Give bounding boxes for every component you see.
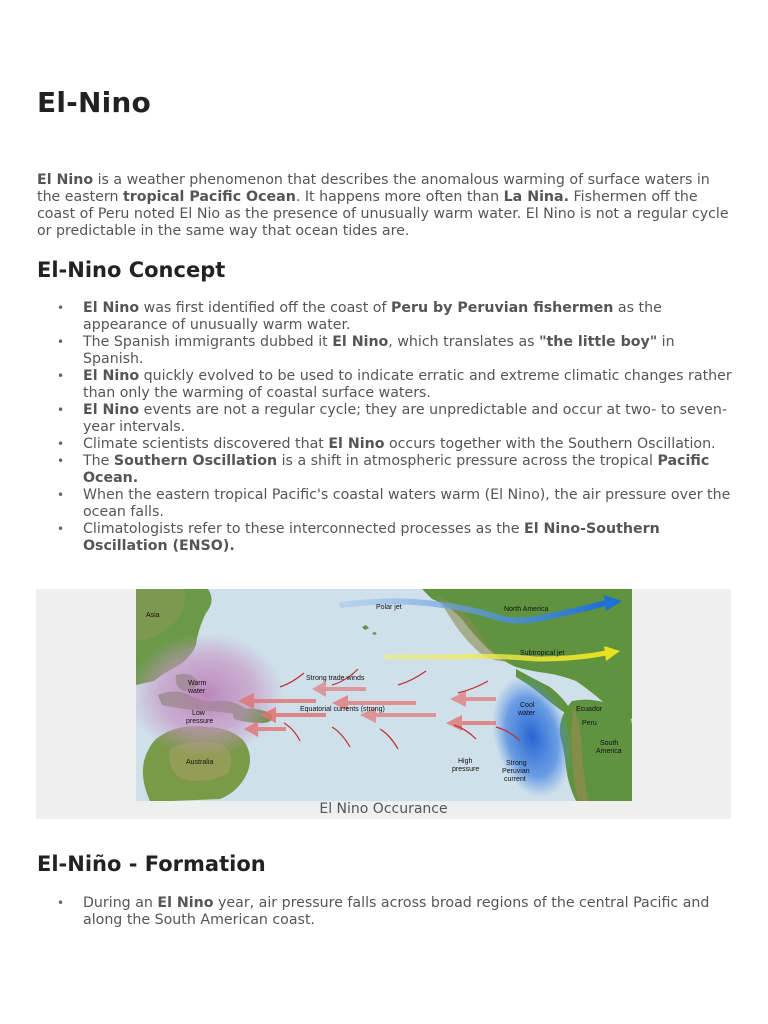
intro-paragraph [37,172,737,240]
label-polar-jet: Polar jet [376,604,402,611]
list-item [37,368,737,402]
label-north-america: North America [504,606,549,613]
list-item-text: The Spanish immigrants dubbed it [83,334,333,350]
label-asia: Asia [146,612,160,619]
list-item-text: is a shift in atmospheric pressure across the tropical [277,453,658,469]
list-item-bold: El Nino [328,436,385,452]
el-nino-map [136,589,632,801]
concept-heading: El-Nino Concept [37,258,226,282]
label-cool-water: Cool water [518,702,536,717]
list-item-text: was first identified off the coast of [139,300,391,316]
list-item-text: year, air pressure falls across broad regions of the central Pacific and along the South American coast. [83,895,710,928]
list-item-bold: Southern Oscillation [113,453,278,469]
intro-bold: El Nino [37,172,94,188]
intro-text: Fishermen off the coast of Peru noted El Nio as the presence of unusually warm water. El Nino is not a regular cycle or predictable in the same way that ocean tides are. [37,189,729,239]
concept-list [37,300,737,555]
list-item-text: The [83,453,114,469]
list-item [37,300,737,334]
list-item [37,334,737,368]
list-item-text: in Spanish. [83,334,675,367]
label-equatorial-currents: Equatorial currents (strong) [300,706,385,713]
list-item [37,487,737,521]
list-item [37,436,737,453]
list-item-text: as the appearance of unusually warm water. [83,300,662,333]
list-item-text: , which translates as [388,334,540,350]
label-subtropical-jet: Subtropical jet [520,650,565,657]
label-strong-trade-winds: Strong trade winds [306,675,365,682]
page-title: El-Nino [37,86,151,119]
label-peru: Peru [582,720,597,727]
intro-text: . It happens more often than [295,189,504,205]
label-low-pressure: Low pressure [186,710,214,725]
list-item-bold: El Nino-Southern Oscillation (ENSO). [83,521,660,554]
list-item-bold: El Nino [83,300,140,316]
list-item-text: Climatologists refer to these interconnected processes as the [83,521,525,537]
intro-bold: La Nina. [503,189,569,205]
list-item-bold: Pacific Ocean. [83,453,710,486]
intro-bold: tropical Pacific Ocean [122,189,296,205]
label-south-america: South America [596,740,622,755]
list-item [37,453,737,487]
list-item-bold: El Nino [83,368,140,384]
list-item-text: quickly evolved to be used to indicate erratic and extreme climatic changes rather than only the warming of coastal surface waters. [83,368,732,401]
list-item-bold: El Nino [83,402,140,418]
formation-list [37,895,737,929]
list-item-text: During an [83,895,158,911]
list-item-text: Climate scientists discovered that [83,436,329,452]
list-item-text: occurs together with the Southern Oscillation. [384,436,716,452]
formation-heading: El-Niño - Formation [37,852,266,876]
list-item-text: events are not a regular cycle; they are unpredictable and occur at two- to seven-year intervals. [83,402,727,435]
list-item-bold: El Nino [157,895,214,911]
figure [36,589,731,819]
list-item-text: When the eastern tropical Pacific's coastal waters warm (El Nino), the air pressure over the ocean falls. [83,487,731,520]
list-item [37,895,737,929]
label-warm-water: Warm water [188,680,207,695]
label-high-pressure: High pressure [452,758,480,773]
list-item [37,402,737,436]
list-item-bold: "the little boy" [539,334,658,350]
list-item-bold: El Nino [332,334,389,350]
list-item-bold: Peru by Peruvian fishermen [390,300,614,316]
list-item [37,521,737,555]
label-ecuador: Ecuador [576,706,603,713]
figure-caption: El Nino Occurance [319,801,448,817]
label-peruvian-current: Strong Peruvian current [502,760,530,783]
label-australia: Australia [186,759,214,766]
intro-text: is a weather phenomenon that describes the anomalous warming of surface waters in the eastern [37,172,710,205]
